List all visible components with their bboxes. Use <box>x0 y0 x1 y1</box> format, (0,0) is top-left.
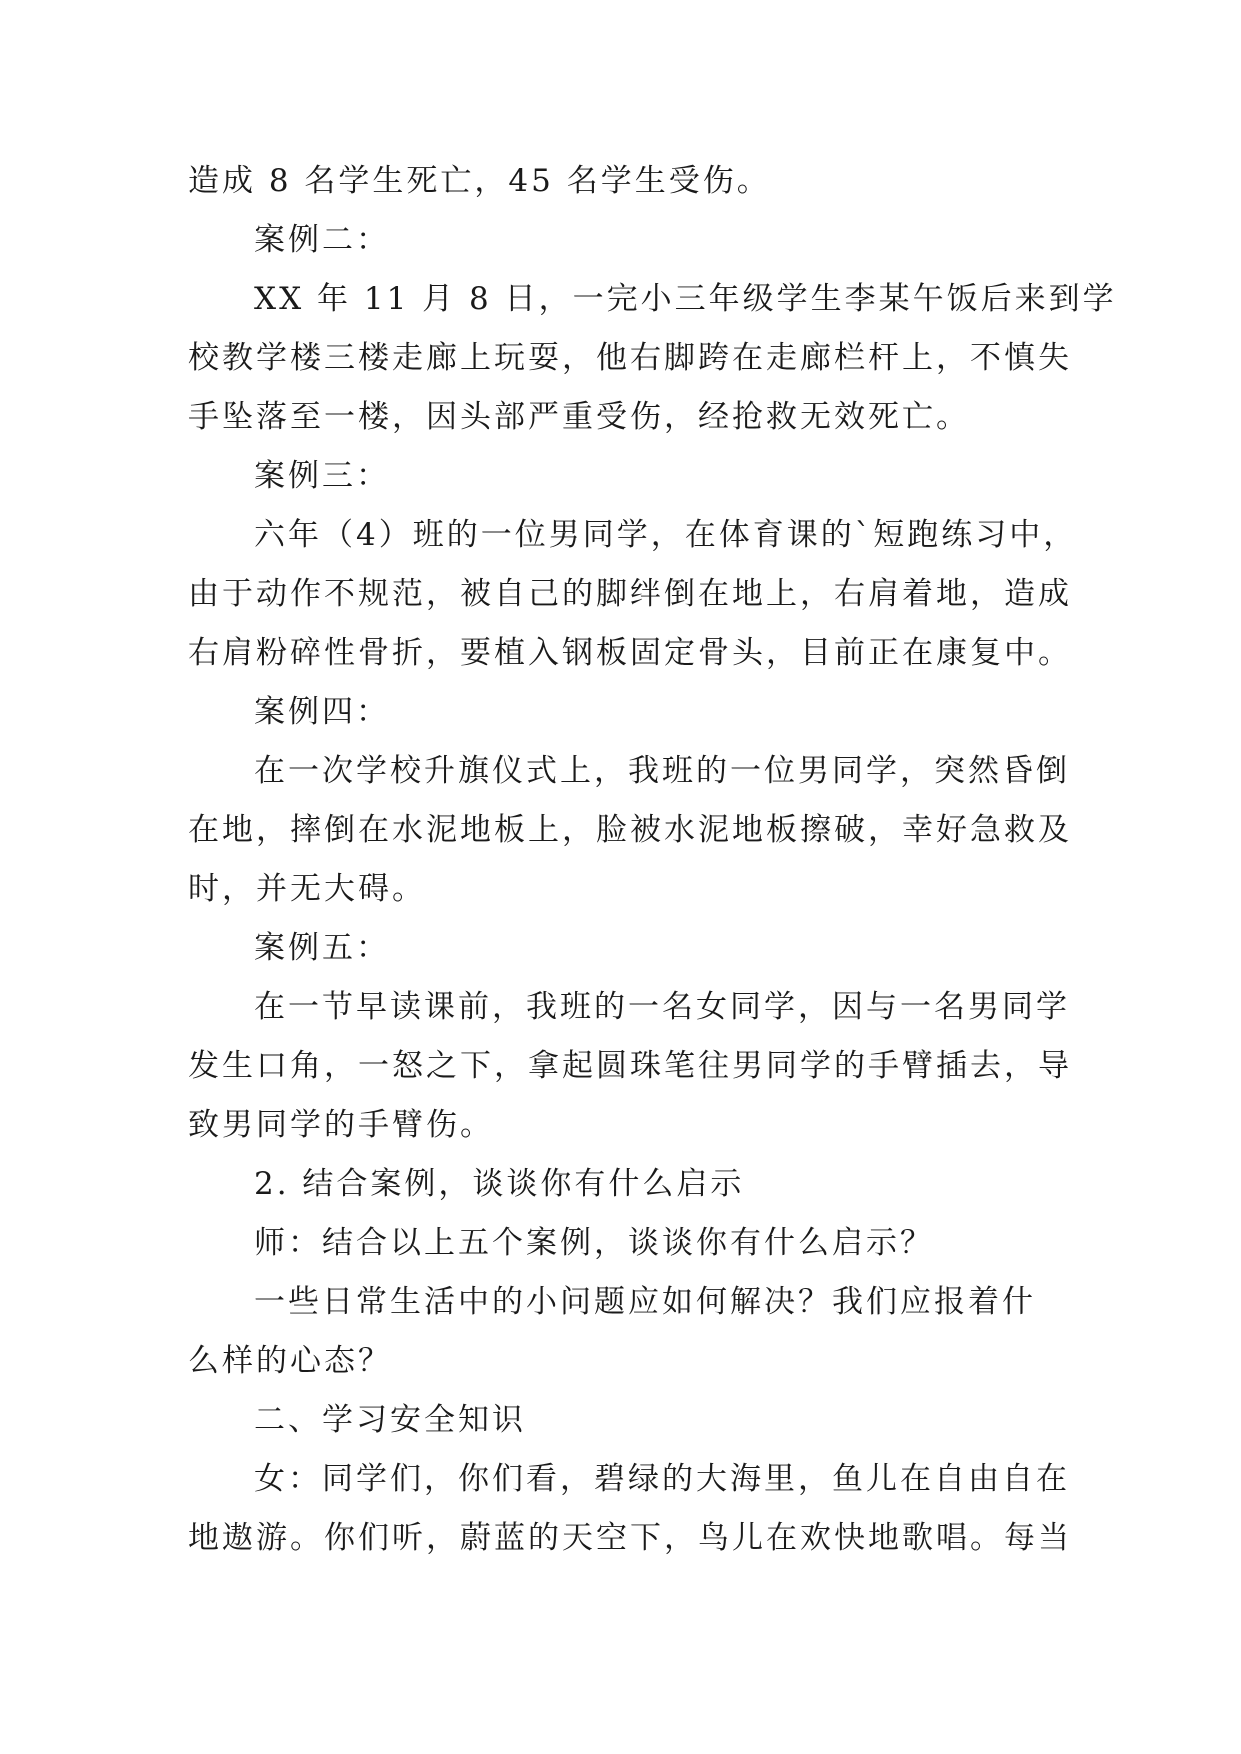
text-line: 一些日常生活中的小问题应如何解决？我们应报着什 <box>254 1284 1036 1320</box>
section-heading: 2. 结合案例，谈谈你有什么启示 <box>254 1166 745 1202</box>
text-line: 在一节早读课前，我班的一名女同学，因与一名男同学 <box>254 989 1070 1025</box>
case-heading: 案例二： <box>254 222 390 258</box>
case-heading: 案例五： <box>254 930 390 966</box>
text-line: 在一次学校升旗仪式上，我班的一位男同学，突然昏倒 <box>254 753 1070 789</box>
text-line: 么样的心态？ <box>188 1343 392 1379</box>
text-line: XX 年 11 月 8 日，一完小三年级学生李某午饭后来到学 <box>254 281 1117 317</box>
case-heading: 案例三： <box>254 458 390 494</box>
text-line: 致男同学的手臂伤。 <box>188 1107 494 1143</box>
text-line: 在地，摔倒在水泥地板上，脸被水泥地板擦破，幸好急救及 <box>188 812 1072 848</box>
text-line: 六年（4）班的一位男同学，在体育课的`短跑练习中， <box>254 517 1078 553</box>
document-body <box>188 152 1117 1568</box>
text-line: 右肩粉碎性骨折，要植入钢板固定骨头，目前正在康复中。 <box>188 635 1072 671</box>
text-line: 时，并无大碍。 <box>188 871 426 907</box>
section-heading: 二、学习安全知识 <box>254 1402 526 1438</box>
text-line: 师：结合以上五个案例，谈谈你有什么启示？ <box>254 1225 934 1261</box>
text-line: 校教学楼三楼走廊上玩耍，他右脚跨在走廊栏杆上，不慎失 <box>188 340 1072 376</box>
text-line: 手坠落至一楼，因头部严重受伤，经抢救无效死亡。 <box>188 399 970 435</box>
text-line: 由于动作不规范，被自己的脚绊倒在地上，右肩着地，造成 <box>188 576 1072 612</box>
case-heading: 案例四： <box>254 694 390 730</box>
text-line: 地遨游。你们听，蔚蓝的天空下，鸟儿在欢快地歌唱。每当 <box>188 1520 1072 1556</box>
text-line: 发生口角，一怒之下，拿起圆珠笔往男同学的手臂插去，导 <box>188 1048 1072 1084</box>
text-line: 女：同学们，你们看，碧绿的大海里，鱼儿在自由自在 <box>254 1461 1070 1497</box>
text-line: 造成 8 名学生死亡，45 名学生受伤。 <box>188 163 771 199</box>
